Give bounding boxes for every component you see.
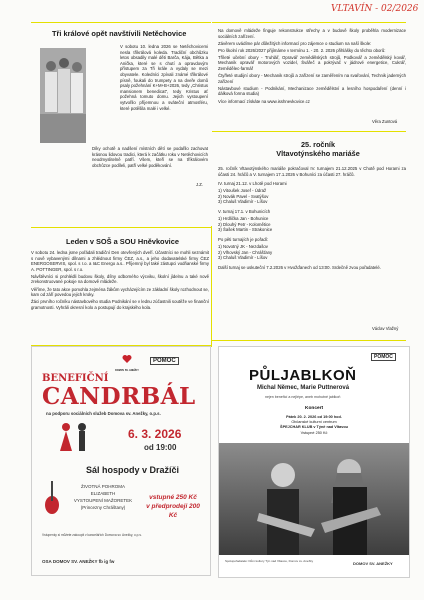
price-entry: vstupné 250 Kč (149, 494, 197, 501)
result-item: 2) Novák Pavel - Svatýšov (218, 193, 269, 199)
title-line: Vltavotýnského mariáše (276, 149, 360, 158)
highlight-line (211, 226, 212, 347)
logo-text: DOMOV SV. ANEŽKY (115, 369, 139, 372)
highlight-line (31, 22, 211, 23)
article-body (92, 146, 208, 170)
paragraph: V sobotu 24. ledna jsme pořádali tradiční Den otevřených dveří. Účastníci se mohli seznámit s nově vybavenými dílnami a zhlédnout firmy ČEZ, a.s., a jeho dodavatelské firmy ČEZ ENERGOSERVIS, spol. s r.o. a I&C Energo a.s.. Příjemný byl také zástupci vodňanské firmy A. POTTINGER, spol. s r.o. (31, 250, 209, 272)
result-item: 3) Šašek Martin - Strakonice (218, 227, 273, 233)
paragraph: Tříleté učební obory - Truhlář, Opravář zemědělských strojů, Podkovář a zemědělský kovář, Mechanik opravář motorových vozidel, Švářeč a pokrývač v jádrové energetice, Cukrář, Zemědělec-farmář (218, 54, 406, 72)
highlight-line (31, 227, 211, 228)
event-date: 6. 3. 2026 (128, 427, 182, 441)
handwritten-issue-note: VLTAVÍN - 02/2026 (331, 4, 419, 14)
article-title: Leden v SOŠ a SOU Hněvkovice (66, 237, 179, 246)
performers-photo (219, 443, 409, 555)
results-heading: Po pěti turnajích je pořadí: (218, 236, 269, 242)
poster-title: PŮLJABLKOŇ (249, 367, 357, 384)
poster-footer-brands: OSA DOMOV SV. ANEŽKY fb ig fw (42, 559, 115, 564)
paragraph: Čtyřleté studijní obory - Mechanik strojů a zařízení se zaměřením na svařování, Technik jaderných zařízení (218, 73, 406, 84)
poster-subtitle: na podporu sociálních služeb Domova sv. Anežky, o.p.s. (46, 411, 161, 416)
pomoc-badge: POMOC (371, 353, 396, 361)
paragraph: Věříme, že tato akce pomohla zejména žákům vycházejícím ze základní školy rozhodnout se, kam od září povedou jejich kroky. (31, 286, 209, 298)
result-item: 3) Chaluš Vladimír - Líšov (218, 255, 268, 261)
pomoc-badge: POMOC (150, 357, 179, 365)
concert-place: ŠPEJCHAR KLUB v Týně nad Vltavou (280, 425, 348, 430)
guitar-icon (44, 479, 60, 515)
result-item: 1) Novotný JK - Nezdašov (218, 244, 268, 250)
article-body (218, 166, 406, 272)
paragraph: Žáci prvního ročníku nástavbového studia Podnikání se v lednu zúčastnili soutěže ve finanční gramotnosti. Vyhráli okresní kolo a postupují do krajského kola. (31, 299, 209, 310)
highlight-line (212, 22, 406, 23)
concert-label: Koncert (305, 406, 324, 411)
heart-icon (122, 354, 132, 364)
photo-three-kings (40, 48, 86, 143)
lineup-item: VYSTOUPENÍ MAŽORETEK (73, 498, 133, 503)
poster-logo (114, 351, 140, 373)
article-title: Tři králové opět navštívili Netěchovice (52, 29, 187, 38)
author: Věra Zuntová (372, 119, 398, 124)
dancers-illustration (46, 419, 106, 459)
concert-place: Občanské kulturní centrum (291, 420, 337, 425)
lineup (68, 483, 138, 511)
poster-candrbal (31, 346, 211, 576)
poster-title-main: CANDRBÁL (42, 383, 196, 410)
poster-performers: Michal Němec, Marie Puttnerová (257, 385, 350, 391)
highlight-line (212, 340, 406, 341)
poster-puljablkon (218, 346, 410, 578)
article-body (218, 28, 406, 106)
concert-price: Vstupné 250 Kč (300, 430, 328, 435)
poster-tagline: nejen beneficí a nejlépe, aneb mohutné jablkoň (265, 395, 341, 399)
concert-info (259, 415, 369, 436)
price-presale: v předprodeji 200 Kč (146, 503, 200, 519)
result-item: 3) Chaluš Vladimír - Líšov (218, 199, 268, 205)
paragraph: Na domově mládeže finguje rekonstrukce střechy a v budově školy proběhla modernizace sociálních zařízení. (218, 28, 406, 39)
result-item: 2) Dlouhý Petr - Kolomětice (218, 221, 271, 227)
paragraph: Další turnaj se uskuteční 7.2.2026 v Hvožďanech od 13:00. Srdečně zvou pořadatelé. (218, 264, 381, 270)
photo-illustration (40, 48, 86, 143)
author: Václav Vlažný (372, 326, 399, 331)
paragraph: Více informací získáte na www.isshnevkovice.cz (218, 98, 310, 104)
article-body (31, 250, 209, 312)
poster-footer-brand: DOMOV SV. ANEŽKY (353, 561, 393, 566)
paragraph: Návštěvníci si prohlédli budovu školy, dílny odborného výcviku, školní jídelnu a také nově zrekonstruované pokoje na domově mládeže. (31, 273, 209, 285)
event-venue: Sál hospody v Dražíči (86, 465, 180, 475)
result-item: 1) Vitoušek Josef - Údraž (218, 188, 267, 194)
article-body (120, 44, 208, 113)
author: J.Z. (196, 182, 203, 187)
paragraph: 25. ročník Vltavotýnského mariáše pokračoval IV. turnajem 21.12.2025 v Chotě pod Horami za účasti 24. hráčů a V. turnajem 17.1.2026 v Bohuníci za účasti 27. hráčů. (218, 166, 406, 177)
poster-title-top: BENEFIČNÍ (42, 373, 109, 384)
event-time: od 19:00 (144, 443, 177, 452)
concert-date: Pátek 20. 2. 2026 od 19:00 hod. (286, 415, 342, 419)
lineup-item: (Princezny Chráštany) (80, 505, 126, 510)
lineup-item: ŽIVOTNÁ POHROMA (80, 484, 125, 489)
musicians-illustration (219, 443, 409, 555)
result-item: 1) Hrdlička Jan - Bohunice (218, 216, 269, 222)
paragraph: Nástavbové studium - Podnikání, Mechanizace zemědělství a lesního hospodaření (denní i dálková forma studia) (218, 85, 406, 97)
highlight-line (212, 131, 406, 132)
lineup-item: ELIZABETH (90, 491, 116, 496)
price-box (142, 493, 204, 520)
article-title (274, 140, 362, 158)
title-line: 25. ročník (300, 140, 336, 149)
results-heading: IV. turnaj 21.12. v Lhotě pod Horami (218, 181, 287, 187)
results-heading: V. turnaj 17.1. v Bohunicích (218, 209, 271, 215)
poster-footer: Spolupořadatelé: Dům kultury Týn nad Vltavou, Domov sv. Anežky (225, 559, 314, 563)
paragraph: Závěrem uvádíme pár důležitých informací pro zájemce o studium na naší škole: (218, 40, 372, 46)
paragraph: V sobotu 10. ledna 2026 se Netěchovicemi nesla tříkrálová koleda. Tradiční obchůzku letos obsadily malé děti Barča, Kája, Bětka a Anička, které se s chutí a opravdovým přístupem za Tři krále a vydaly se mezi obyvatele. Koledníci zpívali známé tříkrálové písně, foukali do trumpety a na dveře domů psaly požehnání K+M+B+2026, tedy „Christus mansionem benedicat", tedy Kristus ať požehná tomuto domu. Jejich vystoupení vytvořilo příjemnou a sváteční atmosféru, které potěšila malé i velké. (120, 44, 208, 111)
result-item: 2) Vlhovský Jan - Chrášťany (218, 249, 273, 255)
poster-footer: Vstupenky si můžete zakoupit v kancelářích Domova sv. Anežky, o.p.s. (42, 533, 142, 537)
paragraph: Díky ochotě a nadšení místních dětí se podařilo zachovat krásnou lidovou tradici, která k začátku roku v Netěchovicích neodmyslitelně patří. Všem, kteří se na tříkrálovém obchůzce podíleli, patří velké poděkování. (92, 146, 208, 168)
paragraph: Pro školní rok 2026/2027 přijímáme v termínu 1. - 20. 2. 2026 přihlášky do těchto oborů: (218, 47, 386, 53)
